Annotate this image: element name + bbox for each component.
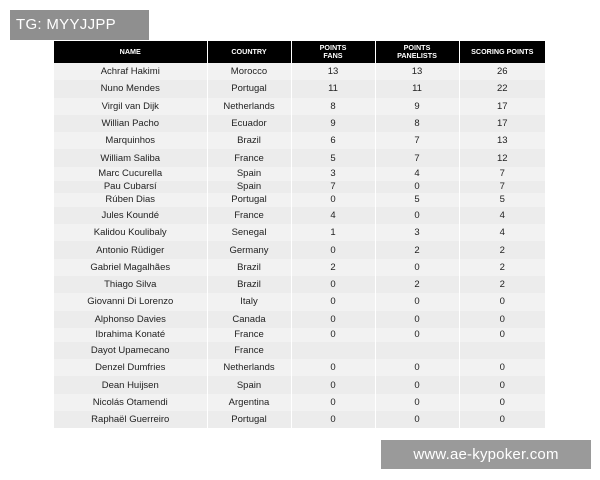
scoring-points: 26 xyxy=(459,63,545,80)
points-fans: 8 xyxy=(291,98,375,115)
points-panelists: 9 xyxy=(375,98,459,115)
points-fans: 0 xyxy=(291,241,375,258)
points-fans: 3 xyxy=(291,167,375,181)
points-panelists: 0 xyxy=(375,376,459,393)
points-fans: 0 xyxy=(291,394,375,411)
points-panelists: 0 xyxy=(375,411,459,428)
points-fans: 2 xyxy=(291,259,375,276)
player-country: Morocco xyxy=(207,63,291,80)
table-row xyxy=(54,115,545,132)
player-country: Spain xyxy=(207,376,291,393)
table-row xyxy=(54,328,545,342)
player-country: Portugal xyxy=(207,80,291,97)
table-row xyxy=(54,181,545,193)
player-country: Argentina xyxy=(207,394,291,411)
scoring-points: 2 xyxy=(459,259,545,276)
scoring-points: 4 xyxy=(459,224,545,241)
points-fans: 0 xyxy=(291,376,375,393)
header-scoring-points: SCORING POINTS xyxy=(459,41,545,63)
player-name: Raphaël Guerreiro xyxy=(91,414,170,426)
player-name: Kalidou Koulibaly xyxy=(93,227,167,239)
points-fans: 5 xyxy=(291,149,375,166)
player-name: Dayot Upamecano xyxy=(90,345,170,356)
points-fans: 0 xyxy=(291,193,375,207)
player-name: Virgil van Dijk xyxy=(101,100,159,112)
player-country: Netherlands xyxy=(207,359,291,376)
player-country: Germany xyxy=(207,241,291,258)
player-country: Ecuador xyxy=(207,115,291,132)
scoring-points: 13 xyxy=(459,132,545,149)
player-name: Rúben Dias xyxy=(105,194,156,206)
points-panelists: 7 xyxy=(375,132,459,149)
player-name: William Saliba xyxy=(100,152,161,164)
tg-badge: TG: MYYJJPP xyxy=(10,10,149,40)
table-row xyxy=(54,342,545,359)
player-country: Brazil xyxy=(207,132,291,149)
header-points-fans: POINTS FANS xyxy=(291,41,375,63)
scoring-points: 0 xyxy=(459,376,545,393)
points-fans: 0 xyxy=(291,311,375,328)
player-name: Marquinhos xyxy=(105,135,156,147)
points-panelists: 0 xyxy=(375,394,459,411)
table-row xyxy=(54,63,545,80)
table-row xyxy=(54,224,545,241)
player-name: Achraf Hakimi xyxy=(100,66,160,78)
points-panelists: 0 xyxy=(375,181,459,193)
player-country: Netherlands xyxy=(207,98,291,115)
points-panelists: 3 xyxy=(375,224,459,241)
scoring-points: 17 xyxy=(459,98,545,115)
points-panelists: 0 xyxy=(375,207,459,224)
player-name: Denzel Dumfries xyxy=(95,362,166,374)
website-watermark: www.ae-kypoker.com xyxy=(381,440,591,469)
scoring-points: 7 xyxy=(459,181,545,193)
player-country: Senegal xyxy=(207,224,291,241)
table-row xyxy=(54,359,545,376)
table-row xyxy=(54,276,545,293)
player-country: Portugal xyxy=(207,193,291,207)
player-country: France xyxy=(207,342,291,359)
points-panelists xyxy=(375,342,459,359)
table-row xyxy=(54,98,545,115)
scoring-points: 0 xyxy=(459,311,545,328)
points-fans: 6 xyxy=(291,132,375,149)
player-country: France xyxy=(207,207,291,224)
scoring-points: 0 xyxy=(459,328,545,342)
points-panelists: 0 xyxy=(375,359,459,376)
player-name: Marc Cucurella xyxy=(98,168,163,180)
player-country: Brazil xyxy=(207,259,291,276)
points-fans: 0 xyxy=(291,359,375,376)
scoring-points xyxy=(459,342,545,359)
player-name: Nuno Mendes xyxy=(100,83,160,95)
scoring-points: 22 xyxy=(459,80,545,97)
player-name: Thiago Silva xyxy=(104,279,157,291)
points-fans: 1 xyxy=(291,224,375,241)
player-name: Antonio Rüdiger xyxy=(96,244,165,256)
points-panelists: 11 xyxy=(375,80,459,97)
scoring-points: 0 xyxy=(459,359,545,376)
player-country: Brazil xyxy=(207,276,291,293)
points-fans: 7 xyxy=(291,181,375,193)
scoring-points: 5 xyxy=(459,193,545,207)
player-name: Giovanni Di Lorenzo xyxy=(87,296,174,308)
table-row xyxy=(54,311,545,328)
table-row xyxy=(54,132,545,149)
scoring-points: 0 xyxy=(459,394,545,411)
points-fans xyxy=(291,342,375,359)
table-row xyxy=(54,241,545,258)
header-points-panelists: POINTS PANELISTS xyxy=(375,41,459,63)
points-fans: 0 xyxy=(291,293,375,310)
scoring-points: 2 xyxy=(459,241,545,258)
player-name: Alphonso Davies xyxy=(94,313,166,325)
table-row xyxy=(54,207,545,224)
scoring-points: 7 xyxy=(459,167,545,181)
player-name: Gabriel Magalhães xyxy=(90,261,171,273)
player-name: Pau Cubarsí xyxy=(103,181,157,193)
scoring-points: 17 xyxy=(459,115,545,132)
player-name: Dean Huijsen xyxy=(101,379,159,391)
points-panelists: 5 xyxy=(375,193,459,207)
points-panelists: 2 xyxy=(375,241,459,258)
table-row xyxy=(54,167,545,181)
points-panelists: 0 xyxy=(375,259,459,276)
points-panelists: 4 xyxy=(375,167,459,181)
player-country: Canada xyxy=(207,311,291,328)
points-fans: 11 xyxy=(291,80,375,97)
player-country: Spain xyxy=(207,181,291,193)
points-fans: 4 xyxy=(291,207,375,224)
scoring-points: 0 xyxy=(459,411,545,428)
player-name: Ibrahima Konaté xyxy=(95,329,166,341)
points-panelists: 8 xyxy=(375,115,459,132)
points-fans: 9 xyxy=(291,115,375,132)
player-country: France xyxy=(207,328,291,342)
table-row xyxy=(54,149,545,166)
table-row xyxy=(54,293,545,310)
table-row xyxy=(54,376,545,393)
points-panelists: 7 xyxy=(375,149,459,166)
table-row xyxy=(54,193,545,207)
points-panelists: 2 xyxy=(375,276,459,293)
points-panelists: 0 xyxy=(375,293,459,310)
points-panelists: 0 xyxy=(375,328,459,342)
scoring-points: 12 xyxy=(459,149,545,166)
scoring-points: 0 xyxy=(459,293,545,310)
player-name: Willian Pacho xyxy=(101,118,160,130)
scoring-points: 4 xyxy=(459,207,545,224)
table-row xyxy=(54,259,545,276)
table-row xyxy=(54,411,545,428)
points-panelists: 0 xyxy=(375,311,459,328)
table-row xyxy=(54,394,545,411)
points-fans: 0 xyxy=(291,411,375,428)
player-country: Italy xyxy=(207,293,291,310)
player-name: Nicolás Otamendi xyxy=(92,396,168,408)
table-header-row xyxy=(54,41,545,63)
player-country: Spain xyxy=(207,167,291,181)
header-country: COUNTRY xyxy=(207,41,291,63)
header-name: NAME xyxy=(54,41,207,63)
player-country: Portugal xyxy=(207,411,291,428)
points-fans: 0 xyxy=(291,328,375,342)
points-panelists: 13 xyxy=(375,63,459,80)
table-row xyxy=(54,80,545,97)
points-fans: 13 xyxy=(291,63,375,80)
player-country: France xyxy=(207,149,291,166)
scoring-points: 2 xyxy=(459,276,545,293)
scoring-table xyxy=(54,41,545,428)
points-fans: 0 xyxy=(291,276,375,293)
player-name: Jules Koundé xyxy=(101,209,160,221)
